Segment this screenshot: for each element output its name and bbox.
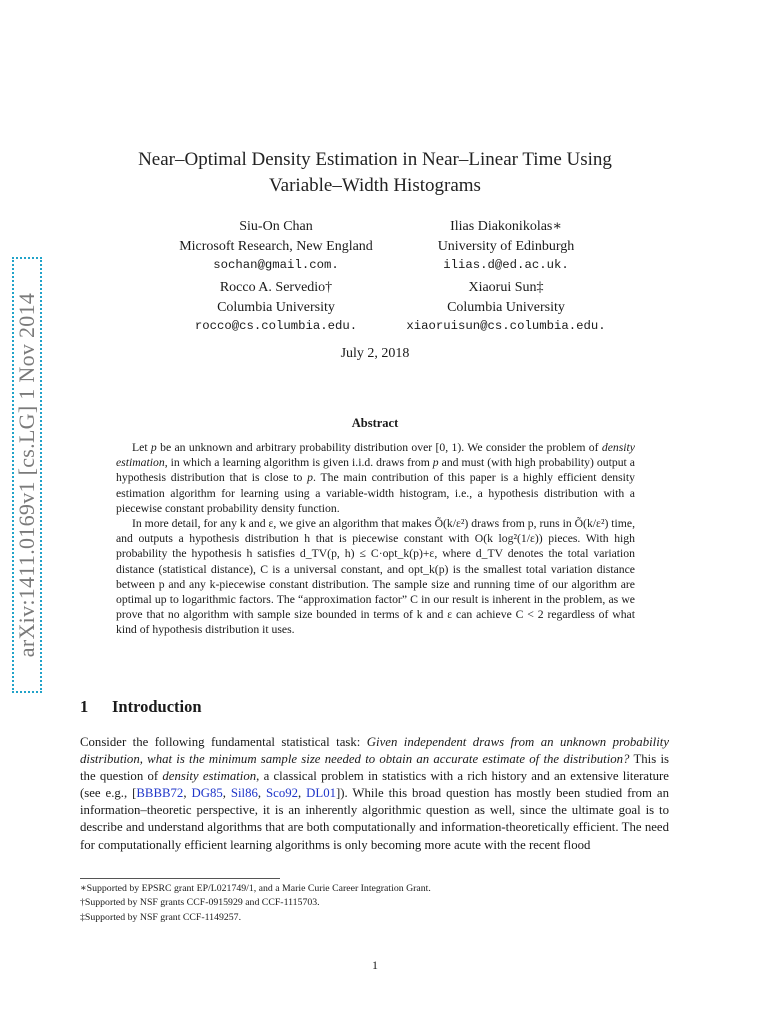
author-block-4 [376, 278, 636, 337]
abstract-text: be an unknown and arbitrary probability distribution over [0, 1). We consider the problem of [156, 441, 602, 454]
abstract-paragraph-2: In more detail, for any k and ε, we give an algorithm that makes Õ(k/ε²) draws from p, runs in Õ(k/ε²) time, and outputs a hypothesis distribution h that is piecewise constant with O(k log²(1/ε)) pieces. With high probability the hypothesis h satisfies d_TV(p, h) ≤ C·opt_k(p)+ε, where d_TV denotes the total variation distance (statistical distance), C is a universal constant, and opt_k(p) is the smallest total variation distance between p and any k-piecewise constant distribution. The sample size and running time of our algorithm are optimal up to logarithmic factors. The “approximation factor” C in our result is inherent in the problem, as we prove that no algorithm with sample size bounded in terms of k and ε can achieve C < 2 regardless of what kind of hypothesis distribution it uses. [116, 517, 635, 637]
citation-link[interactable]: DL01 [306, 786, 337, 801]
author-affiliation: Columbia University [447, 299, 565, 315]
section-heading-introduction [80, 697, 202, 717]
citation-link[interactable]: Sco92 [266, 786, 299, 801]
section-number: 1 [80, 697, 89, 716]
page-number: 1 [372, 958, 378, 972]
intro-text: This is the question of [80, 752, 669, 784]
intro-text: , a classical problem in statistics with a rich history and an extensive literature (see e.g., [ [80, 769, 669, 801]
abstract-paragraph-1 [116, 440, 635, 516]
author-email: xiaoruisun@cs.columbia.edu. [406, 319, 606, 333]
intro-text: Consider the following fundamental statistical task: [80, 735, 367, 749]
abstract-body [116, 440, 635, 638]
intro-emphasis: density estimation [162, 769, 257, 784]
math-var: p [432, 456, 439, 470]
math-var: p [150, 441, 157, 454]
author-affiliation: Microsoft Research, New England [179, 238, 373, 254]
paper-title-line-2: Variable–Width Histograms [269, 175, 481, 196]
footnotes [80, 882, 669, 925]
footnote-divider [80, 878, 280, 879]
introduction-body [80, 734, 669, 854]
author-name: Xiaorui Sun‡ [468, 280, 544, 295]
arxiv-stamp [12, 257, 42, 693]
author-email: rocco@cs.columbia.edu. [194, 319, 358, 333]
abstract-text: and must (with high probability) output a hypothesis distribution that is close to [116, 456, 635, 485]
author-email: sochan@gmail.com. [213, 258, 339, 272]
author-name: Siu-On Chan [239, 219, 313, 234]
section-title: Introduction [112, 697, 202, 716]
abstract-emphasis: density estimation [116, 441, 635, 470]
paper-date: July 2, 2018 [340, 346, 410, 361]
intro-paragraph: Consider the following fundamental statistical task: Given independent draws from an unknown probability distribution, what is the minimum sample size needed to obtain an accurate estimate of the distribution? This is the question of density estimation, a classical problem in statistics with a rich history and an extensive literature (see e.g., [BBBB72, DG85, Sil86, Sco92, DL01]). While this broad question has mostly been studied from an information–theoretic perspective, it is an inherently algorithmic question as well, since the ultimate goal is to describe and understand algorithms that are both computationally and information-theoretically efficient. The need for computationally efficient learning algorithms is only becoming more acute with the recent flood [80, 735, 670, 852]
author-block-2 [376, 217, 636, 276]
paper-title-line-1: Near–Optimal Density Estimation in Near–Linear Time Using [138, 149, 612, 170]
abstract-text: Let [132, 441, 151, 454]
arxiv-stamp-text: arXiv:1411.0169v1 [cs.LG] 1 Nov 2014 [14, 292, 40, 658]
abstract-heading: Abstract [351, 416, 399, 430]
author-block-3 [146, 278, 406, 337]
footnote-1: ∗Supported by EPSRC grant EP/L021749/1, and a Marie Curie Career Integration Grant. [80, 883, 431, 894]
abstract-text: , in which a learning algorithm is given i.i.d. draws from [164, 456, 433, 470]
author-name: Rocco A. Servedio† [219, 280, 333, 295]
author-email: ilias.d@ed.ac.uk. [443, 258, 569, 272]
citation-link[interactable]: DG85 [191, 786, 223, 801]
author-block-1 [146, 217, 406, 276]
math-var: p [307, 471, 313, 485]
intro-emphasis: Given independent draws from an unknown probability distribution, what is the minimum sample size needed to obtain an accurate estimate of the distribution? [80, 735, 670, 767]
author-name: Ilias Diakonikolas∗ [450, 219, 562, 234]
author-affiliation: Columbia University [217, 299, 335, 315]
abstract-text: . The main contribution of this paper is a highly efficient density estimation algorithm for learning using a variable-width histogram, i.e., a hypothesis distribution with a piecewise constant probability density function. [116, 471, 636, 515]
author-affiliation: University of Edinburgh [437, 238, 575, 254]
intro-text: ]). While this broad question has mostly been studied from an information–theoretic perspective, it is an inherently algorithmic question as well, since the ultimate goal is to describe and understand algorithms that are both computationally and information-theoretically efficient. The need for computationally efficient learning algorithms is only becoming more acute with the recent flood [80, 786, 669, 852]
footnote-3: ‡Supported by NSF grant CCF-1149257. [80, 911, 242, 923]
citation-link[interactable]: Sil86 [230, 786, 258, 801]
citation-link[interactable]: BBBB72 [136, 786, 184, 801]
footnote-2: †Supported by NSF grants CCF-0915929 and CCF-1115703. [80, 897, 320, 909]
paper-title [60, 147, 690, 199]
